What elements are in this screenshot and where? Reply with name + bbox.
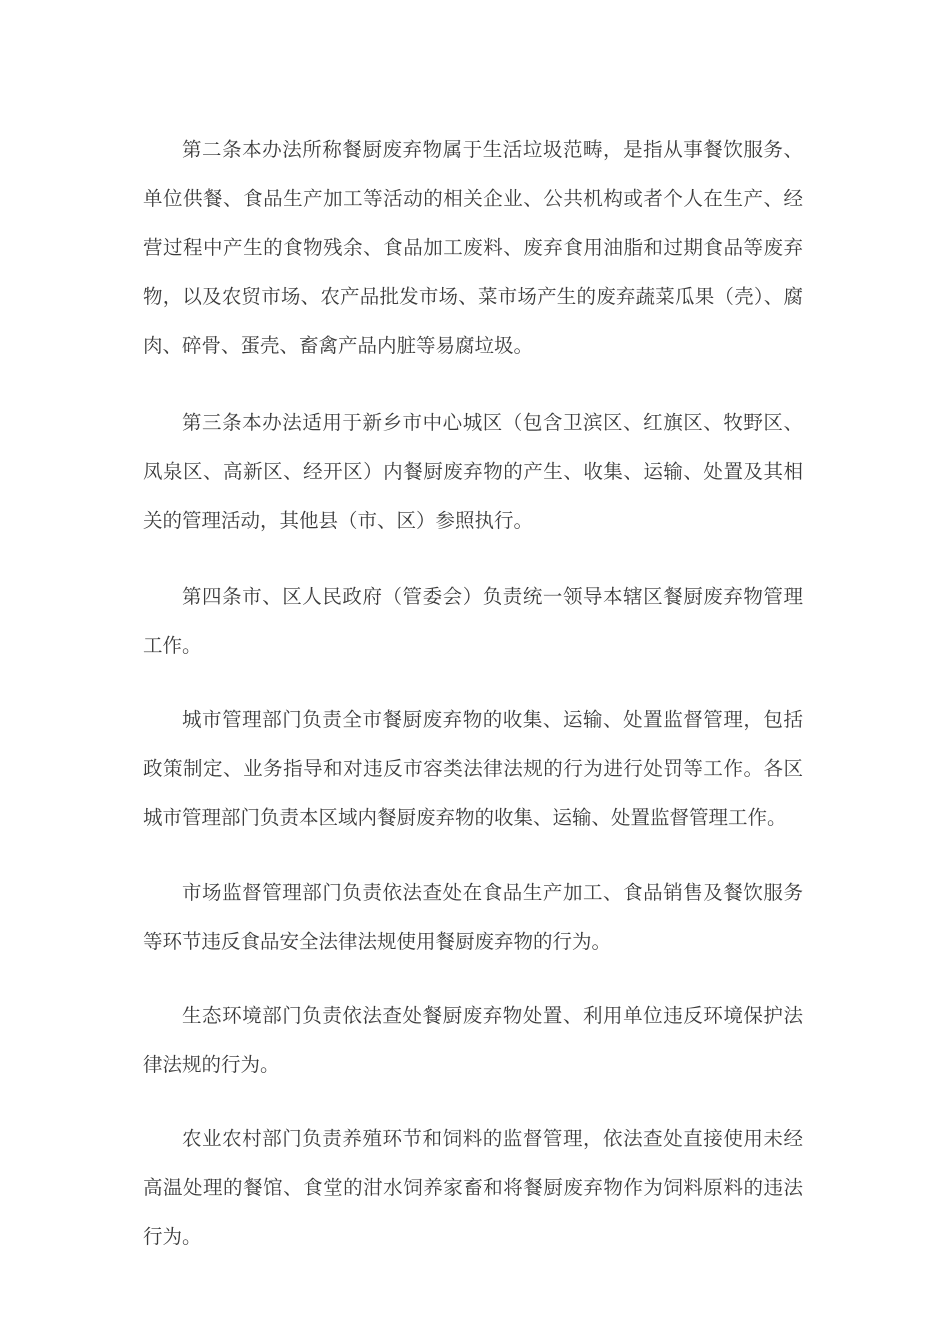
agriculture-rural-paragraph: 农业农村部门负责养殖环节和饲料的监督管理，依法查处直接使用未经高温处理的餐馆、食堂的泔水饲养家畜和将餐厨废弃物作为饲料原料的违法行为。 bbox=[143, 1127, 803, 1248]
article-2-paragraph: 第二条本办法所称餐厨废弃物属于生活垃圾范畴，是指从事餐饮服务、单位供餐、食品生产加工等活动的相关企业、公共机构或者个人在生产、经营过程中产生的食物残余、食品加工废料、废弃食用油脂和过期食品等废弃物，以及农贸市场、农产品批发市场、菜市场产生的废弃蔬菜瓜果（壳）、腐肉、碎骨、蛋壳、畜禽产品内脏等易腐垃圾。 bbox=[143, 138, 803, 357]
market-supervision-paragraph: 市场监督管理部门负责依法查处在食品生产加工、食品销售及餐饮服务等环节违反食品安全法律法规使用餐厨废弃物的行为。 bbox=[143, 881, 803, 953]
urban-management-paragraph: 城市管理部门负责全市餐厨废弃物的收集、运输、处置监督管理，包括政策制定、业务指导和对违反市容类法律法规的行为进行处罚等工作。各区城市管理部门负责本区域内餐厨废弃物的收集、运输、处置监督管理工作。 bbox=[143, 708, 803, 829]
ecology-environment-paragraph: 生态环境部门负责依法查处餐厨废弃物处置、利用单位违反环境保护法律法规的行为。 bbox=[143, 1004, 803, 1076]
article-3-paragraph: 第三条本办法适用于新乡市中心城区（包含卫滨区、红旗区、牧野区、凤泉区、高新区、经开区）内餐厨废弃物的产生、收集、运输、处置及其相关的管理活动，其他县（市、区）参照执行。 bbox=[143, 411, 803, 532]
article-4-paragraph: 第四条市、区人民政府（管委会）负责统一领导本辖区餐厨废弃物管理工作。 bbox=[143, 585, 803, 657]
